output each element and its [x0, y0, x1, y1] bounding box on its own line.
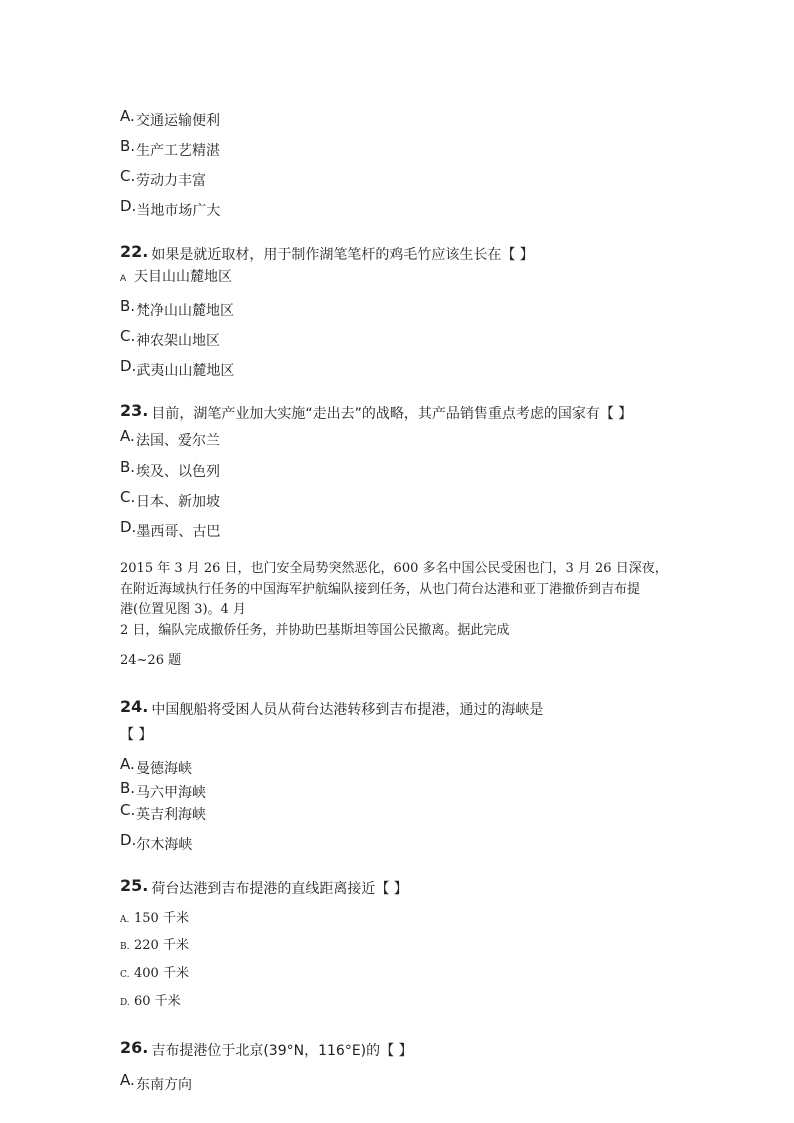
- option-text: 埃及、以色列: [136, 464, 220, 480]
- q25-option-c: [120, 962, 189, 981]
- question-23: [120, 403, 632, 423]
- option-letter: A.: [120, 427, 135, 445]
- option-text: 神农架山地区: [136, 333, 220, 349]
- question-24: [120, 699, 543, 719]
- q24-option-a: [120, 755, 192, 778]
- option-text: 交通运输便利: [136, 113, 220, 129]
- q22-option-a: [120, 266, 232, 286]
- option-text: 生产工艺精湛: [136, 143, 220, 159]
- q25-option-b: [120, 934, 189, 953]
- option-text: 60 千米: [134, 994, 181, 1009]
- option-letter: C.: [120, 327, 136, 345]
- q21-option-d: [120, 197, 221, 220]
- option-text: 法国、爱尔兰: [136, 433, 220, 449]
- question-number: 22.: [120, 242, 149, 261]
- q24-option-b: [120, 779, 206, 802]
- option-text: 武夷山山麓地区: [136, 363, 235, 379]
- option-letter: D.: [120, 357, 137, 375]
- question-stem: 目前，湖笔产业加大实施“走出去”的战略，其产品销售重点考虑的国家有【 】: [151, 406, 633, 422]
- question-stem: 如果是就近取材，用于制作湖笔笔杆的鸡毛竹应该生长在【 】: [151, 247, 534, 263]
- option-text: 梵净山山麓地区: [136, 303, 234, 319]
- question-number: 26.: [120, 1038, 149, 1057]
- q22-option-c: [120, 327, 220, 350]
- option-text: 400 千米: [134, 966, 189, 981]
- question-24-bracket: 【 】: [120, 727, 153, 743]
- passage-line-1: 2015 年 3 月 26 日，也门安全局势突然恶化，600 多名中国公民受困也门，3 月 26 日深夜，: [120, 561, 668, 576]
- option-letter: B.: [120, 297, 136, 315]
- option-text: 当地市场广大: [136, 203, 221, 219]
- option-letter: B.: [120, 779, 136, 797]
- q24-option-c: [120, 801, 206, 824]
- question-26: [120, 1040, 413, 1060]
- option-letter: B.: [120, 137, 136, 155]
- option-letter: A.: [120, 915, 130, 925]
- option-text: 劳动力丰富: [136, 173, 206, 189]
- question-22: [120, 244, 534, 264]
- q22-option-b: [120, 297, 234, 320]
- option-text: 曼德海峡: [136, 761, 192, 777]
- option-text: 天目山山麓地区: [134, 269, 232, 285]
- passage-line-3: 港(位置见图 3)。4 月: [120, 602, 246, 617]
- question-number: 24.: [120, 697, 149, 716]
- option-letter: C.: [120, 167, 136, 185]
- passage-line-5: 24~26 题: [120, 653, 182, 668]
- option-letter: C.: [120, 801, 136, 819]
- option-text: 150 千米: [134, 911, 189, 926]
- passage-line-4: 2 日，编队完成撤侨任务，并协助巴基斯坦等国公民撤离。据此完成: [120, 623, 510, 638]
- option-letter: B.: [120, 458, 136, 476]
- option-letter: C.: [120, 970, 130, 980]
- option-letter: A: [120, 274, 127, 284]
- option-text: 马六甲海峡: [136, 785, 206, 801]
- q26-option-a: [120, 1071, 192, 1094]
- question-stem: 荷台达港到吉布提港的直线距离接近【 】: [151, 881, 408, 897]
- q21-option-b: [120, 137, 220, 160]
- option-text: 日本、新加坡: [136, 494, 220, 510]
- q23-option-d: [120, 518, 221, 541]
- q25-option-a: [120, 907, 189, 926]
- option-letter: D.: [120, 518, 137, 536]
- q22-option-d: [120, 357, 235, 380]
- option-text: 东南方向: [136, 1077, 192, 1093]
- option-text: 墨西哥、古巴: [136, 524, 221, 540]
- q23-option-c: [120, 488, 220, 511]
- option-text: 220 千米: [134, 938, 189, 953]
- q23-option-a: [120, 427, 220, 450]
- option-letter: A.: [120, 755, 135, 773]
- q24-option-d: [120, 831, 193, 854]
- option-letter: D.: [120, 831, 137, 849]
- question-stem: 吉布提港位于北京(39°N，116°E)的【 】: [151, 1043, 413, 1059]
- passage-line-2: 在附近海域执行任务的中国海军护航编队接到任务，从也门荷台达港和亚丁港撤侨到吉布提: [120, 582, 641, 597]
- q21-option-c: [120, 167, 206, 190]
- question-number: 23.: [120, 401, 149, 420]
- option-letter: D.: [120, 197, 137, 215]
- option-letter: D.: [120, 998, 130, 1008]
- option-text: 尔木海峡: [136, 837, 193, 853]
- q21-option-a: [120, 107, 220, 130]
- option-letter: C.: [120, 488, 136, 506]
- q23-option-b: [120, 458, 220, 481]
- option-letter: A.: [120, 1071, 135, 1089]
- option-letter: A.: [120, 107, 135, 125]
- question-number: 25.: [120, 876, 149, 895]
- option-text: 英吉利海峡: [136, 807, 206, 823]
- question-stem: 中国舰船将受困人员从荷台达港转移到吉布提港，通过的海峡是: [151, 702, 544, 718]
- q25-option-d: [120, 990, 181, 1009]
- option-letter: B.: [120, 942, 130, 952]
- question-25: [120, 878, 408, 898]
